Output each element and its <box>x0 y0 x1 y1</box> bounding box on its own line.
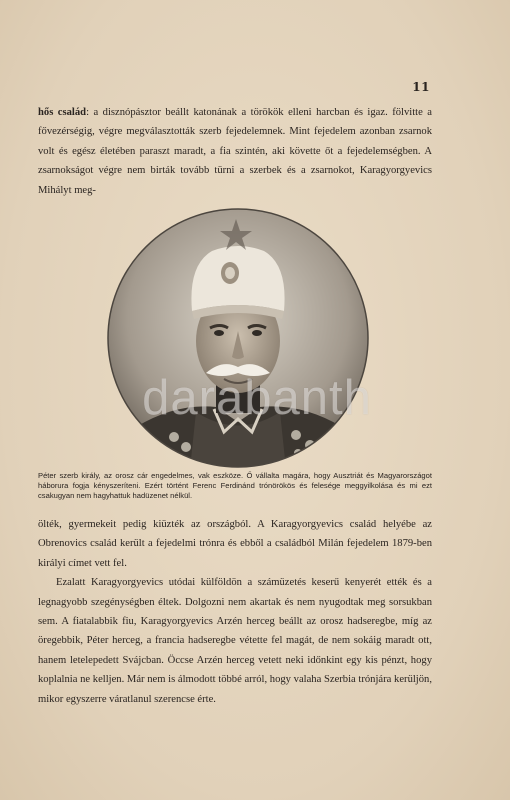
portrait-caption: Péter szerb király, az orosz cár engedelmes, vak eszköze. Ő vállalta magára, hogy Ausztriát és Magyarországot háborura fogja kényszeríteni. Ezért történt Ferenc Ferdinánd trónörökös és felesége meggyilkolása és mi ezt csakugyan nem hagyhattuk hadüzenet nélkül. <box>38 471 432 500</box>
top-paragraph <box>38 103 432 200</box>
top-paragraph-text: : a disznópásztor beállt katonának a törökök elleni harcban és igaz. fölvitte a fővezérségig, végre megválasztották szerb fejedelemnek. Mint fejedelem azonban zsarnok volt és egész életében paraszt maradt, a fia szintén, aki követte őt a fejedelemségben. A zsarnokságot végre nem birták tovább türni a szerbek és a zsarnokot, Karagyorgyevics Mihályt meg- <box>38 107 432 196</box>
paragraph: Ezalatt Karagyorgyevics utódai külföldön a számüzetés keserű kenyerét ették és a legnagyobb szegénységben éltek. Dolgozni nem akartak és nem nyugodtak meg sorsukban sem. A fiatalabbik fiu, Karagyorgyevics Arzén herceg beállt az orosz hadseregbe, míg az öregebbik, Péter herceg, a francia hadseregbe vétette fel magát, de nem sokáig maradt ott, hanem letelepedett Svájcban. Öccse Arzén herceg vetett neki időnkint egy kis pénzt, hogy koplalnia ne kelljen. Már nem is álmodott többé arról, hogy valaha Szerbia trónjára kerüljön, mikor egyszerre váratlanul szerencse érte. <box>38 577 432 705</box>
paragraph: ölték, gyermekeit pedig kiüzték az országból. A Karagyorgyevics család helyébe az Obrenovics család került a fejedelmi trónra és ebből a családból Milán fejedelem 1879-ben királyi címet vett fel. <box>38 519 432 569</box>
page-number: 11 <box>412 80 430 94</box>
lead-bold-phrase: hős család <box>38 107 87 118</box>
bottom-text <box>38 515 432 709</box>
watermark: darabanth <box>142 371 372 425</box>
portrait-image <box>106 207 370 469</box>
